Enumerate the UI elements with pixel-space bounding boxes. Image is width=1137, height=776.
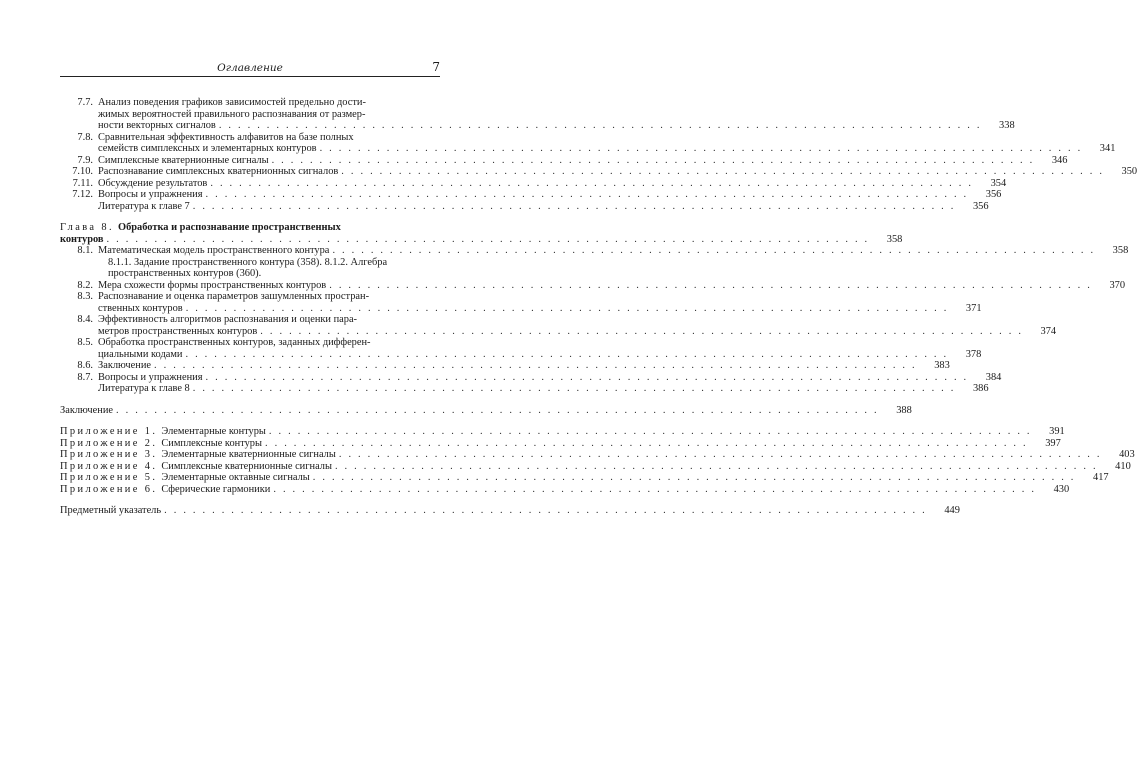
toc-leader-dots: . . . . . . . . . . . . . . . . . . . . . . . . . . . . . . . . . . . . . . . . . . . . . . . . . . . . . . . . . . . . . . . . . . . . . . . . . . . . . . . . [319,143,1083,154]
toc-entry-app6[interactable] [60,483,1070,496]
toc-page-number: 449 [944,505,960,516]
toc-entry-prefix: Приложение 6. [60,483,158,495]
toc-entry-title: Анализ поведения графиков зависимостей предельно дости- [98,97,366,108]
toc-leader-dots: . . . . . . . . . . . . . . . . . . . . . . . . . . . . . . . . . . . . . . . . . . . . . . . . . . . . . . . . . . . . . . . . . . . . . . . . . . . . . . . . [218,120,982,131]
toc-leader-dots: . . . . . . . . . . . . . . . . . . . . . . . . . . . . . . . . . . . . . . . . . . . . . . . . . . . . . . . . . . . . . . . . . . . . . . . . . . . . . . . . [268,426,1032,437]
toc-entry-title: Литература к главе 8 [98,383,190,394]
toc-leader-dots: . . . . . . . . . . . . . . . . . . . . . . . . . . . . . . . . . . . . . . . . . . . . . . . . . . . . . . . . . . . . . . . . . . . . . . . . . . . . . . . . [260,325,1024,337]
toc-entry-line [60,360,950,372]
toc-entry-line [60,449,1135,461]
toc-entry-number: 8.2. [77,279,93,291]
toc-entry-7-7[interactable] [60,97,1015,132]
toc-page-number: 374 [1040,325,1057,337]
toc-page-number: 383 [934,360,950,371]
toc-leader-dots: . . . . . . . . . . . . . . . . . . . . . . . . . . . . . . . . . . . . . . . . . . . . . . . . . . . . . . . . . . . . . . . . . . . . . . . . . . . . . . . . [192,383,956,394]
toc-page-number: 358 [1112,245,1129,256]
toc-entry-title: пространственных контуров (360). [108,268,262,279]
toc-entry-line [60,166,1137,178]
toc-entry-line [60,371,1002,384]
toc-leader-dots: . . . . . . . . . . . . . . . . . . . . . . . . . . . . . . . . . . . . . . . . . . . . . . . . . . . . . . . . . . . . . . . . . . . . . . . . . . . . . . . . [185,348,949,360]
toc-entry-title: жимых вероятностей правильного распознавания от размер- [98,108,366,120]
toc-page-number: 378 [965,348,982,360]
toc-entry-7-10[interactable] [60,166,1137,178]
toc-page-number: 388 [896,404,912,416]
toc-page-number: 358 [886,233,903,245]
toc-leader-dots: . . . . . . . . . . . . . . . . . . . . . . . . . . . . . . . . . . . . . . . . . . . . . . . . . . . . . . . . . . . . . . . . . . . . . . . . . . . . . . . . [116,404,879,416]
toc-entry-index[interactable] [60,505,960,517]
toc-entry-title: контуров [60,233,104,245]
toc-entry-line [60,460,1131,473]
toc-entry-title: Распознавание и оценка параметров зашумленных простран- [98,291,370,302]
toc-entry-line [60,291,440,303]
toc-entry-title: Симплексные контуры [161,437,262,449]
toc-entry-app4[interactable] [60,460,1131,473]
toc-page-number: 356 [972,200,989,212]
toc-entry-title: Обработка пространственных контуров, заданных дифферен- [98,337,371,348]
toc-page-number: 338 [999,120,1015,131]
toc-entry-7-12[interactable] [60,189,1002,201]
toc-page-number: 386 [972,383,989,394]
toc-entry-line [60,120,1015,132]
toc-entry-lit-8[interactable] [60,383,989,395]
toc-entry-8-3[interactable] [60,291,982,314]
toc-gap [60,495,440,505]
header-page-number: 7 [432,60,440,74]
header-title: Оглавление [217,62,283,74]
toc-entry-line [60,437,1061,450]
toc-entry-7-11[interactable] [60,177,1007,190]
toc-entry-title: метров пространственных контуров [98,325,258,337]
toc-entry-concl[interactable] [60,404,912,417]
toc-entry-8-1[interactable] [60,245,1129,257]
toc-entry-prefix: Глава 8. [60,222,114,233]
toc-leader-dots: . . . . . . . . . . . . . . . . . . . . . . . . . . . . . . . . . . . . . . . . . . . . . . . . . . . . . . . . . . . . . . . . . . . . . . . . . . . . . . . . [106,233,870,245]
toc-entry-line [60,177,1007,190]
toc-page-number: 350 [1121,166,1137,177]
toc-entry-title: Заключение [60,404,113,416]
toc-entry-title: Сферические гармоники [161,483,271,495]
toc-entry-8-5[interactable] [60,337,982,360]
toc-entry-title: 8.1.1. Задание пространственного контура (358). 8.1.2. Алгебра [108,256,388,268]
toc-page-number: 397 [1045,437,1061,449]
toc-entry-lit-7[interactable] [60,200,989,213]
toc-entry-line [60,143,1116,155]
toc-leader-dots: . . . . . . . . . . . . . . . . . . . . . . . . . . . . . . . . . . . . . . . . . . . . . . . . . . . . . . . . . . . . . . . . . . . . . . . . . . . . . . . . [332,245,1096,256]
toc-entry-line [60,257,440,269]
toc-entry-7-9[interactable] [60,154,1068,167]
toc-entry-8-1-sub[interactable] [60,257,440,280]
toc-entry-number: 7.12. [72,189,93,200]
toc-gap [60,395,440,405]
toc-entry-number: 7.11. [72,177,93,189]
toc-entry-title: Заключение [98,360,151,371]
toc-entry-line [60,233,903,246]
toc-leader-dots: . . . . . . . . . . . . . . . . . . . . . . . . . . . . . . . . . . . . . . . . . . . . . . . . . . . . . . . . . . . . . . . . . . . . . . . . . . . . . . . . [273,483,1037,495]
toc-page-number: 410 [1115,460,1131,472]
toc-entry-number: 7.8. [77,131,93,143]
toc-entry-title: Обсуждение результатов [98,177,208,189]
toc-leader-dots: . . . . . . . . . . . . . . . . . . . . . . . . . . . . . . . . . . . . . . . . . . . . . . . . . . . . . . . . . . . . . . . . . . . . . . . . . . . . . . . . [312,472,1076,483]
toc-entry-title: ственных контуров [98,302,183,314]
toc-entry-ch8[interactable] [60,222,903,245]
toc-page-number: 417 [1093,472,1109,483]
toc-entry-8-2[interactable] [60,279,1126,292]
toc-leader-dots: . . . . . . . . . . . . . . . . . . . . . . . . . . . . . . . . . . . . . . . . . . . . . . . . . . . . . . . . . . . . . . . . . . . . . . . . . . . . . . . . [192,200,956,212]
toc-entry-title: семейств симплексных и элементарных контуров [98,143,317,154]
toc-entry-8-7[interactable] [60,371,1002,384]
toc-entry-title: Элементарные кватернионные сигналы [161,449,336,460]
toc-leader-dots: . . . . . . . . . . . . . . . . . . . . . . . . . . . . . . . . . . . . . . . . . . . . . . . . . . . . . . . . . . . . . . . . . . . . . . . . . . . . . . . . [338,449,1102,460]
toc-entry-line [60,348,982,361]
toc-page-number: 346 [1051,154,1068,166]
toc-entry-prefix: Приложение 2. [60,437,158,449]
toc-leader-dots: . . . . . . . . . . . . . . . . . . . . . . . . . . . . . . . . . . . . . . . . . . . . . . . . . . . . . . . . . . . . . . . . . . . . . . . . . . . . . . . . [205,371,969,383]
toc-entry-number: 8.3. [77,291,93,302]
toc-leader-dots: . . . . . . . . . . . . . . . . . . . . . . . . . . . . . . . . . . . . . . . . . . . . . . . . . . . . . . . . . . . . . . . . . . . . . . . . . . . . . . . . [205,189,969,200]
toc-entry-line [60,109,440,121]
toc-entry-line [60,483,1070,496]
toc-entry-prefix: Приложение 5. [60,472,158,483]
toc-leader-dots: . . . . . . . . . . . . . . . . . . . . . . . . . . . . . . . . . . . . . . . . . . . . . . . . . . . . . . . . . . . . . . . . . . . . . . . . . . . . . . . . [265,437,1028,449]
toc-page-number: 403 [1119,449,1135,460]
toc-page-number: 430 [1053,483,1070,495]
toc-leader-dots: . . . . . . . . . . . . . . . . . . . . . . . . . . . . . . . . . . . . . . . . . . . . . . . . . . . . . . . . . . . . . . . . . . . . . . . . . . . . . . . . [334,460,1098,472]
toc-entry-title: Вопросы и упражнения [98,371,203,383]
toc-entry-line [60,404,912,417]
toc-entry-title: Симплексные кватернионные сигналы [161,460,332,472]
toc-entry-line [60,268,440,280]
toc-page-number: 371 [965,302,982,314]
toc-entry-title: циальными кодами [98,348,183,360]
toc-entry-title: Сравнительная эффективность алфавитов на базе полных [98,131,354,143]
toc-entry-app2[interactable] [60,437,1061,450]
toc-entry-title: Математическая модель пространственного контура [98,245,330,256]
toc-entry-number: 8.7. [77,371,93,383]
toc-entry-app5[interactable] [60,472,1109,484]
toc-entry-line [60,383,989,395]
toc-gap [60,416,440,426]
toc-entry-line [60,97,440,109]
toc-leader-dots: . . . . . . . . . . . . . . . . . . . . . . . . . . . . . . . . . . . . . . . . . . . . . . . . . . . . . . . . . . . . . . . . . . . . . . . . . . . . . . . . [341,166,1105,177]
toc-entry-title: Распознавание симплексных кватернионных сигналов [98,166,339,177]
toc-entry-number: 7.9. [77,154,93,166]
toc-leader-dots: . . . . . . . . . . . . . . . . . . . . . . . . . . . . . . . . . . . . . . . . . . . . . . . . . . . . . . . . . . . . . . . . . . . . . . . . . . . . . . . . [271,154,1035,166]
toc-entry-line [60,154,1068,167]
toc-entry-8-4[interactable] [60,314,1057,337]
toc-entry-line [60,279,1126,292]
toc-entry-app3[interactable] [60,449,1135,461]
toc-entry-line [60,222,440,234]
toc-entry-line [60,337,440,349]
toc-entry-title: Элементарные контуры [161,426,266,437]
toc-entry-prefix: Приложение 4. [60,460,158,472]
toc-page-number: 370 [1109,279,1126,291]
toc-entry-title: Предметный указатель [60,505,162,516]
toc-page-number: 384 [985,371,1002,383]
toc-entry-number: 8.1. [77,245,93,256]
toc-entry-line [60,472,1109,484]
toc-entry-title: Вопросы и упражнения [98,189,203,200]
toc-entry-number: 8.6. [77,360,93,371]
toc-entry-number: 8.4. [77,314,93,325]
toc-entry-line [60,132,440,144]
toc-entry-line [60,200,989,213]
toc-entry-prefix: Приложение 3. [60,449,158,460]
toc-entry-line [60,302,982,315]
toc-leader-dots: . . . . . . . . . . . . . . . . . . . . . . . . . . . . . . . . . . . . . . . . . . . . . . . . . . . . . . . . . . . . . . . . . . . . . . . . . . . . . . . . [185,302,949,314]
toc-page-number: 356 [985,189,1002,200]
toc-entry-number: 7.10. [72,166,93,177]
toc-entry-title: Эффективность алгоритмов распознавания и оценки пара- [98,314,358,325]
toc-entry-line [60,325,1057,338]
toc-leader-dots: . . . . . . . . . . . . . . . . . . . . . . . . . . . . . . . . . . . . . . . . . . . . . . . . . . . . . . . . . . . . . . . . . . . . . . . . . . . . . . . . [210,177,974,189]
toc-entry-prefix: Приложение 1. [60,426,158,437]
toc-entry-title: Симплексные кватернионные сигналы [98,154,269,166]
toc-entry-title: Литература к главе 7 [98,200,190,212]
toc-leader-dots: . . . . . . . . . . . . . . . . . . . . . . . . . . . . . . . . . . . . . . . . . . . . . . . . . . . . . . . . . . . . . . . . . . . . . . . . . . . . . . . . [329,279,1093,291]
toc-entry-line [60,189,1002,201]
toc-entry-title: ности векторных сигналов [98,120,216,131]
toc-entry-app1[interactable] [60,426,1065,438]
toc-gap [60,212,440,222]
toc-page-number: 354 [990,177,1007,189]
toc-entry-line [60,505,960,517]
toc-page-number: 341 [1099,143,1116,154]
toc-entry-8-6[interactable] [60,360,950,372]
toc-entry-number: 7.7. [77,97,93,108]
toc-entry-line [60,426,1065,438]
toc-entry-7-8[interactable] [60,131,1116,155]
toc-entry-title: Элементарные октавные сигналы [161,472,310,483]
toc-entry-title: Обработка и распознавание пространственных [118,222,341,233]
toc-leader-dots: . . . . . . . . . . . . . . . . . . . . . . . . . . . . . . . . . . . . . . . . . . . . . . . . . . . . . . . . . . . . . . . . . . . . . . . . . . . . . . . . [164,505,927,516]
toc-entry-number: 8.5. [77,337,93,348]
toc-entry-line [60,245,1129,257]
toc-entry-title: Мера схожести формы пространственных контуров [98,279,327,291]
table-of-contents [60,97,1137,517]
running-header [60,62,440,77]
toc-leader-dots: . . . . . . . . . . . . . . . . . . . . . . . . . . . . . . . . . . . . . . . . . . . . . . . . . . . . . . . . . . . . . . . . . . . . . . . . . . . . . . . . [154,360,917,371]
toc-entry-line [60,314,440,326]
toc-page-number: 391 [1049,426,1065,437]
